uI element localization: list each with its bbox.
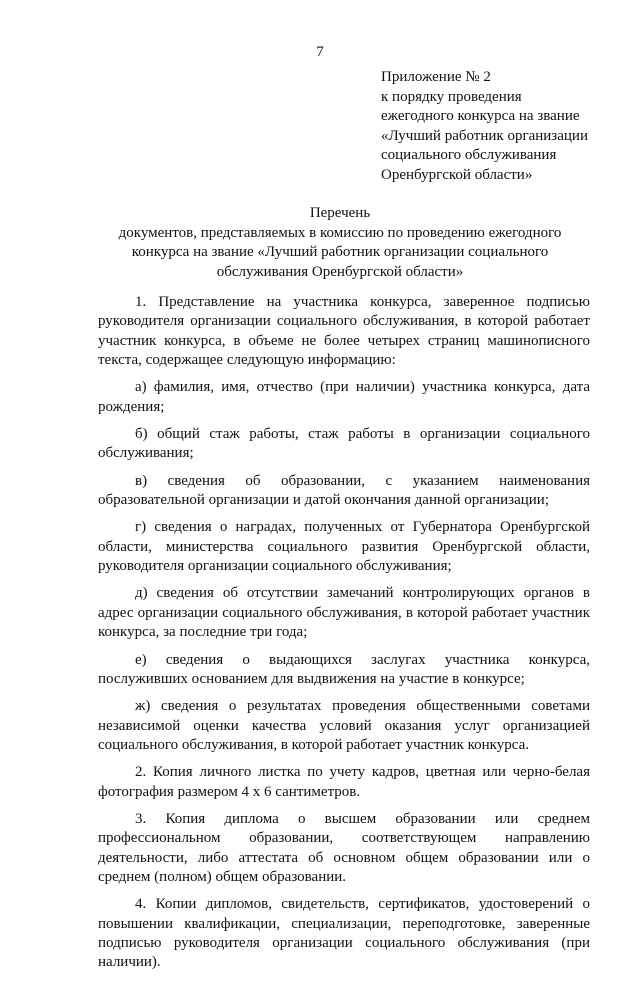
title-line: документов, представляемых в комиссию по проведению ежегодного bbox=[118, 224, 562, 241]
title-line: конкурса на звание «Лучший работник организации социального bbox=[131, 244, 549, 260]
appendix-line: «Лучший работник организации bbox=[381, 127, 588, 144]
document-body bbox=[98, 293, 590, 981]
paragraph-subitem-b: б) общий стаж работы, стаж работы в организации социального обслуживания; bbox=[98, 426, 590, 462]
paragraph-item-2: 2. Копия личного листка по учету кадров, цветная или черно-белая фотография размером 4 х 6 сантиметров. bbox=[98, 764, 590, 800]
title-heading: Перечень bbox=[309, 205, 371, 221]
paragraph-subitem-v: в) сведения об образовании, с указанием наименования образовательной организации и датой окончания данной организации; bbox=[98, 472, 590, 509]
paragraph-item-1: 1. Представление на участника конкурса, заверенное подписью руководителя организации социального обслуживания, в которой работает участник конкурса, в объеме не более четырех страниц машинописного текста, содержащее следующую информацию: bbox=[98, 294, 590, 369]
appendix-line: Приложение № 2 bbox=[381, 69, 491, 85]
paragraph-subitem-zh: ж) сведения о результатах проведения общественными советами независимой оценки качества условий оказания услуг организацией социального обслуживания, в которой работает участник конкурса. bbox=[98, 698, 590, 753]
appendix-line: Оренбургской области» bbox=[381, 166, 533, 183]
appendix-header bbox=[381, 68, 588, 185]
paragraph-subitem-d: д) сведения об отсутствии замечаний контролирующих органов в адрес организации социального обслуживания, в которой работает участник конкурса, за последние три года; bbox=[98, 585, 590, 641]
appendix-line: к порядку проведения bbox=[381, 88, 522, 105]
paragraph-subitem-a: а) фамилия, имя, отчество (при наличии) участника конкурса, дата рождения; bbox=[98, 379, 590, 415]
paragraph-subitem-g: г) сведения о наградах, полученных от Губернатора Оренбургской области, министерства социального развития Оренбургской области, руководителя организации социального обслуживания; bbox=[98, 519, 590, 575]
appendix-line: социального обслуживания bbox=[381, 147, 557, 163]
paragraph-item-4: 4. Копии дипломов, свидетельств, сертификатов, удостоверений о повышении квалификации, специализации, переподготовке, заверенные подписью руководителя организации социального обслуживания (при наличии). bbox=[98, 896, 590, 971]
paragraph-item-3: 3. Копия диплома о высшем образовании или среднем профессиональном образовании, соответствующем направлению деятельности, либо аттестата об основном общем образовании или о среднем (полном) общем образовании. bbox=[98, 810, 590, 885]
paragraph-subitem-e: е) сведения о выдающихся заслугах участника конкурса, послуживших основанием для выдвижения на участие в конкурсе; bbox=[98, 651, 590, 687]
appendix-line: ежегодного конкурса на звание bbox=[381, 108, 580, 124]
document-title bbox=[90, 204, 590, 282]
title-line: обслуживания Оренбургской области» bbox=[216, 263, 464, 280]
page-number: 7 bbox=[316, 44, 324, 60]
